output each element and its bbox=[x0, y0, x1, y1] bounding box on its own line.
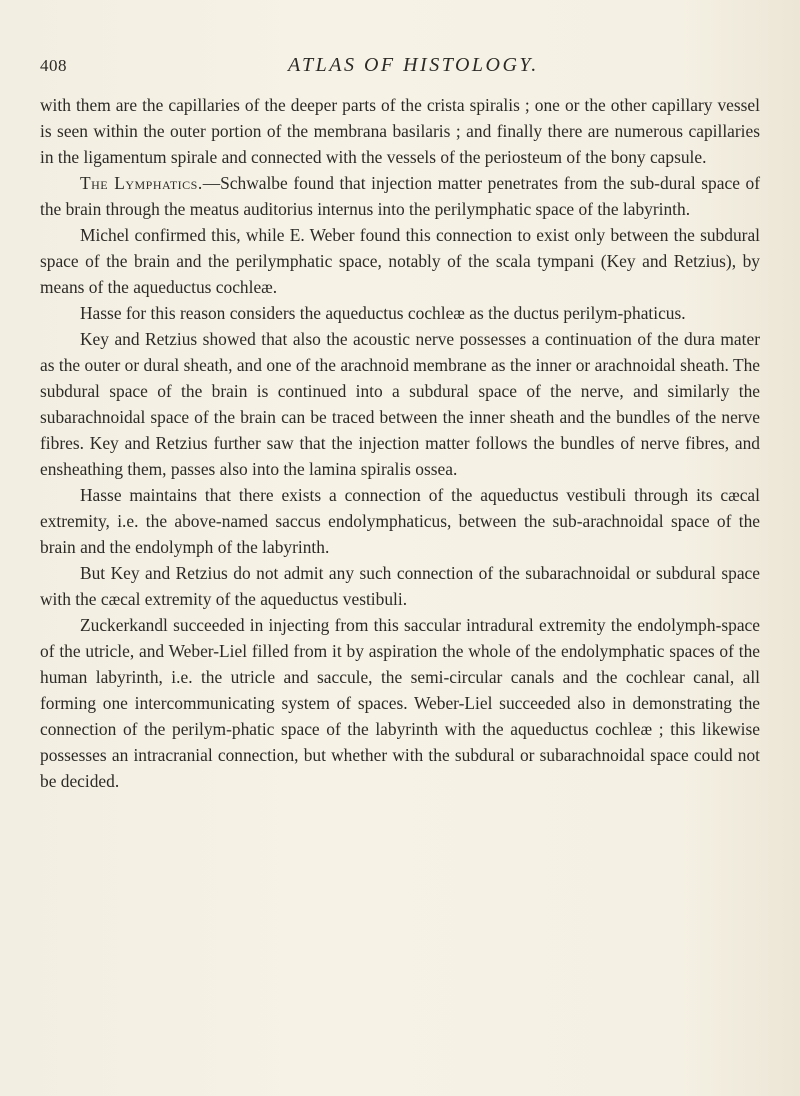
paragraph-text: Zuckerkandl succeeded in injecting from this saccular intradural extremity the endolymph-space of the utricle, and Weber-Liel filled from it by aspiration the whole of the endolymphatic spaces of the human labyrinth, i.e. the utricle and saccule, the semi-circular canals and the cochlear canal, all forming one intercommunicating system of spaces. Weber-Liel succeeded also in demonstrating the connection of the perilym-phatic space of the labyrinth with the aqueductus cochleæ ; this likewise possesses an intracranial connection, but whether with the subdural or subarachnoidal space could not be decided. bbox=[40, 615, 760, 791]
page-number: 408 bbox=[40, 56, 67, 75]
paragraph-capillaries-continued bbox=[40, 92, 760, 170]
paragraph-text: Hasse for this reason considers the aqueductus cochleæ as the ductus perilym-phaticus. bbox=[80, 303, 686, 323]
paragraph-text: Key and Retzius showed that also the acoustic nerve possesses a continuation of the dura mater as the outer or dural sheath, and one of the arachnoid membrane as the inner or arachnoidal sheath. The subdural space of the brain is continued into a subdural space of the nerve, and similarly the subarachnoidal space of the brain can be traced between the inner sheath and the bundles of the nerve fibres. Key and Retzius further saw that the injection matter follows the bundles of nerve fibres, and ensheathing them, passes also into the lamina spiralis ossea. bbox=[40, 329, 760, 479]
running-title: ATLAS OF HISTOLOGY. bbox=[288, 54, 539, 76]
paragraph-text: with them are the capillaries of the deeper parts of the crista spiralis ; one or the other capillary vessel is seen within the outer portion of the membrana basilaris ; and finally there are numerous capillaries in the ligamentum spirale and connected with the vessels of the periosteum of the bony capsule. bbox=[40, 95, 760, 167]
paragraph-michel bbox=[40, 222, 760, 300]
paragraph-text: But Key and Retzius do not admit any such connection of the subarachnoidal or subdural space with the cæcal extremity of the aqueductus vestibuli. bbox=[40, 563, 760, 609]
section-heading-lymphatics: The Lymphatics. bbox=[80, 173, 203, 193]
paragraph-key-retzius-deny bbox=[40, 560, 760, 612]
paragraph-lymphatics bbox=[40, 170, 760, 222]
paragraph-text: —Schwalbe found that injection matter penetrates from the sub-dural space of the brain through the meatus auditorius internus into the perilymphatic space of the labyrinth. bbox=[40, 173, 760, 219]
paragraph-text: Michel confirmed this, while E. Weber found this connection to exist only between the subdural space of the brain and the perilymphatic space, notably of the scala tympani (Key and Retzius), by means of the aqueductus cochleæ. bbox=[40, 225, 760, 297]
body-text bbox=[40, 92, 760, 794]
paragraph-hasse-vestibuli bbox=[40, 482, 760, 560]
paragraph-text: Hasse maintains that there exists a connection of the aqueductus vestibuli through its cæcal extremity, i.e. the above-named saccus endolymphaticus, between the sub-arachnoidal space of the brain and the endolymph of the labyrinth. bbox=[40, 485, 760, 557]
paragraph-hasse-ductus bbox=[40, 300, 760, 326]
paragraph-zuckerkandl bbox=[40, 612, 760, 794]
paragraph-key-retzius-nerve bbox=[40, 326, 760, 482]
page-header bbox=[40, 56, 760, 86]
